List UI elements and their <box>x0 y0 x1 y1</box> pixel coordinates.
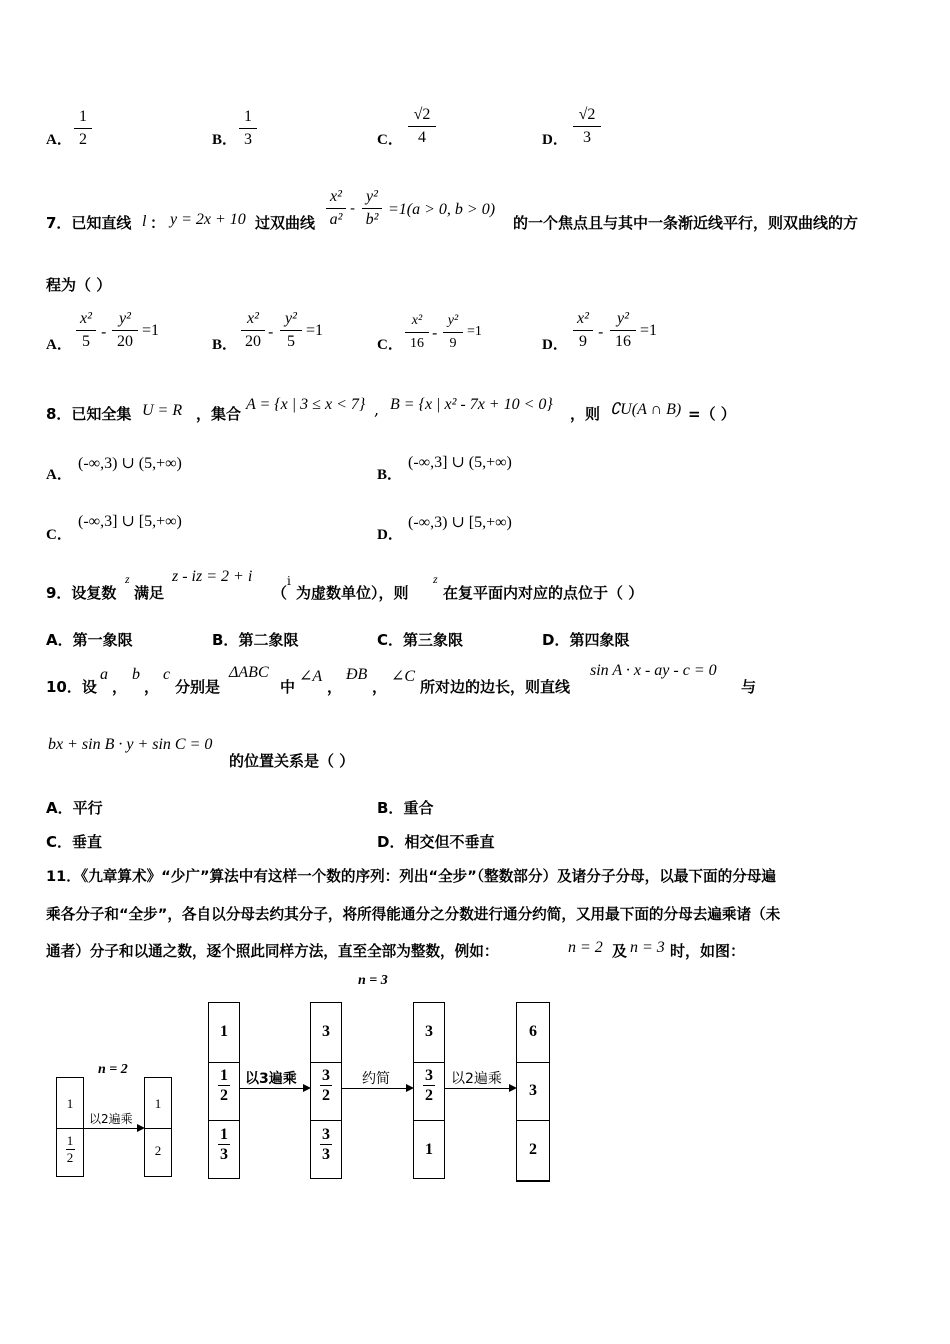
q6-option-a-fraction: 1 2 <box>74 108 92 149</box>
n3-title: n = 3 <box>358 973 388 988</box>
q8-option-a-label: A． <box>46 467 72 483</box>
q10-line2: bx + sin B · y + sin C = 0 <box>48 736 213 753</box>
q8-tail: =（ ） <box>688 405 736 423</box>
q8-option-d-text: (-∞,3) ∪ [5,+∞) <box>408 514 512 531</box>
q6-option-b-label: B． <box>212 132 238 148</box>
q10-line1: sin A · x - ay - c = 0 <box>590 662 717 679</box>
q6-option-c-fraction: √2 4 <box>408 106 436 147</box>
q10-prefix: 10．设 <box>46 678 97 696</box>
q7-line2: 程为（ ） <box>46 276 112 294</box>
q9-var: z <box>125 572 130 586</box>
q7-prefix: 7．已知直线 <box>46 214 132 232</box>
q9-option-c: 第三象限 <box>403 631 464 649</box>
n3-box-4: 6 3 2 <box>516 1002 550 1182</box>
q10-option-d: 相交但不垂直 <box>404 833 495 851</box>
q9-unit-text: 为虚数单位），则 <box>296 584 409 602</box>
q7-option-d-label: D． <box>542 337 568 353</box>
q9-prefix: 9．设复数 <box>46 584 117 602</box>
n2-arrow <box>83 1128 143 1129</box>
q7-hyperbola-term2: y² b² <box>362 188 382 229</box>
q10-option-a: 平行 <box>72 799 103 817</box>
q11-line3a: 通者）分子和以通之数，逐个照此同样方法，直至全部为整数，例如： <box>46 943 499 960</box>
q8-set-a: A = {x | 3 ≤ x < 7} <box>246 396 366 413</box>
q10-option-b: 重合 <box>403 799 434 817</box>
q7-line-name: l <box>142 213 147 230</box>
q8-universe: U = R <box>142 402 183 419</box>
q10-triangle: ΔABC <box>229 664 269 681</box>
n3-box-2: 3 3 2 3 3 <box>310 1002 342 1179</box>
n3-box-3: 3 3 2 1 <box>413 1002 445 1179</box>
n2-left-box: 1 1 2 <box>56 1077 84 1177</box>
q8-set-b: B = {x | x² - 7x + 10 < 0} <box>390 396 553 413</box>
q7-option-c-label: C． <box>377 337 403 353</box>
q7-condition: =1(a > 0, b > 0) <box>388 201 496 218</box>
q6-option-b-fraction: 1 3 <box>239 108 257 149</box>
q8-option-b-label: B． <box>377 467 403 483</box>
q9-option-b: 第二象限 <box>238 631 299 649</box>
q7-option-b-label: B． <box>212 337 238 353</box>
arrow-3 <box>444 1088 515 1089</box>
arrow-1 <box>239 1088 309 1089</box>
q8-prefix: 8．已知全集 <box>46 405 132 423</box>
q9-i-symbol: i <box>287 574 291 588</box>
q7-option-a-label: A． <box>46 337 72 353</box>
q7-line-equation: y = 2x + 10 <box>170 211 246 228</box>
q8-option-d-label: D． <box>377 527 403 543</box>
q8-option-c-label: C． <box>46 527 72 543</box>
q6-option-c-label: C． <box>377 132 403 148</box>
q6-option-d-fraction: √2 3 <box>573 106 601 147</box>
q8-option-a-text: (-∞,3) ∪ (5,+∞) <box>78 455 182 472</box>
n2-title: n = 2 <box>98 1062 128 1077</box>
q9-tail: 在复平面内对应的点位于（ ） <box>443 584 644 602</box>
q8-then: ，则 <box>570 405 601 423</box>
n3-box-1: 1 1 2 1 3 <box>208 1002 240 1179</box>
arrow-2 <box>341 1088 412 1089</box>
q8-expression: ∁U(A ∩ B) <box>610 401 682 418</box>
q9-option-a: 第一象限 <box>72 631 133 649</box>
q10-option-c: 垂直 <box>72 833 103 851</box>
q7-mid-text: 过双曲线 <box>255 214 316 232</box>
q9-equation: z - iz = 2 + i <box>172 568 253 585</box>
q8-option-c-text: (-∞,3] ∪ [5,+∞) <box>78 513 182 530</box>
q8-option-b-text: (-∞,3] ∪ (5,+∞) <box>408 454 512 471</box>
q7-hyperbola-term1: x² a² <box>326 188 346 229</box>
q6-option-a-label: A． <box>46 132 72 148</box>
q11-line1: 11．《九章算术》“少广”算法中有这样一个数的序列：列出“全步”（整数部分）及诸分子分母，以最下面的分母遍 <box>46 868 776 885</box>
q9-option-d: 第四象限 <box>569 631 630 649</box>
q8-mid: ，集合 <box>196 405 242 423</box>
q11-line2: 乘各分子和“全步”，各自以分母去约其分子，将所得能通分之分数进行通分约简，又用最下面的分母去遍乘诸（未 <box>46 906 781 923</box>
n2-right-box: 1 2 <box>144 1077 172 1177</box>
q6-option-d-label: D． <box>542 132 568 148</box>
q7-suffix: 的一个焦点且与其中一条渐近线平行，则双曲线的方 <box>513 214 859 232</box>
q9-mid: 满足 <box>134 584 165 602</box>
